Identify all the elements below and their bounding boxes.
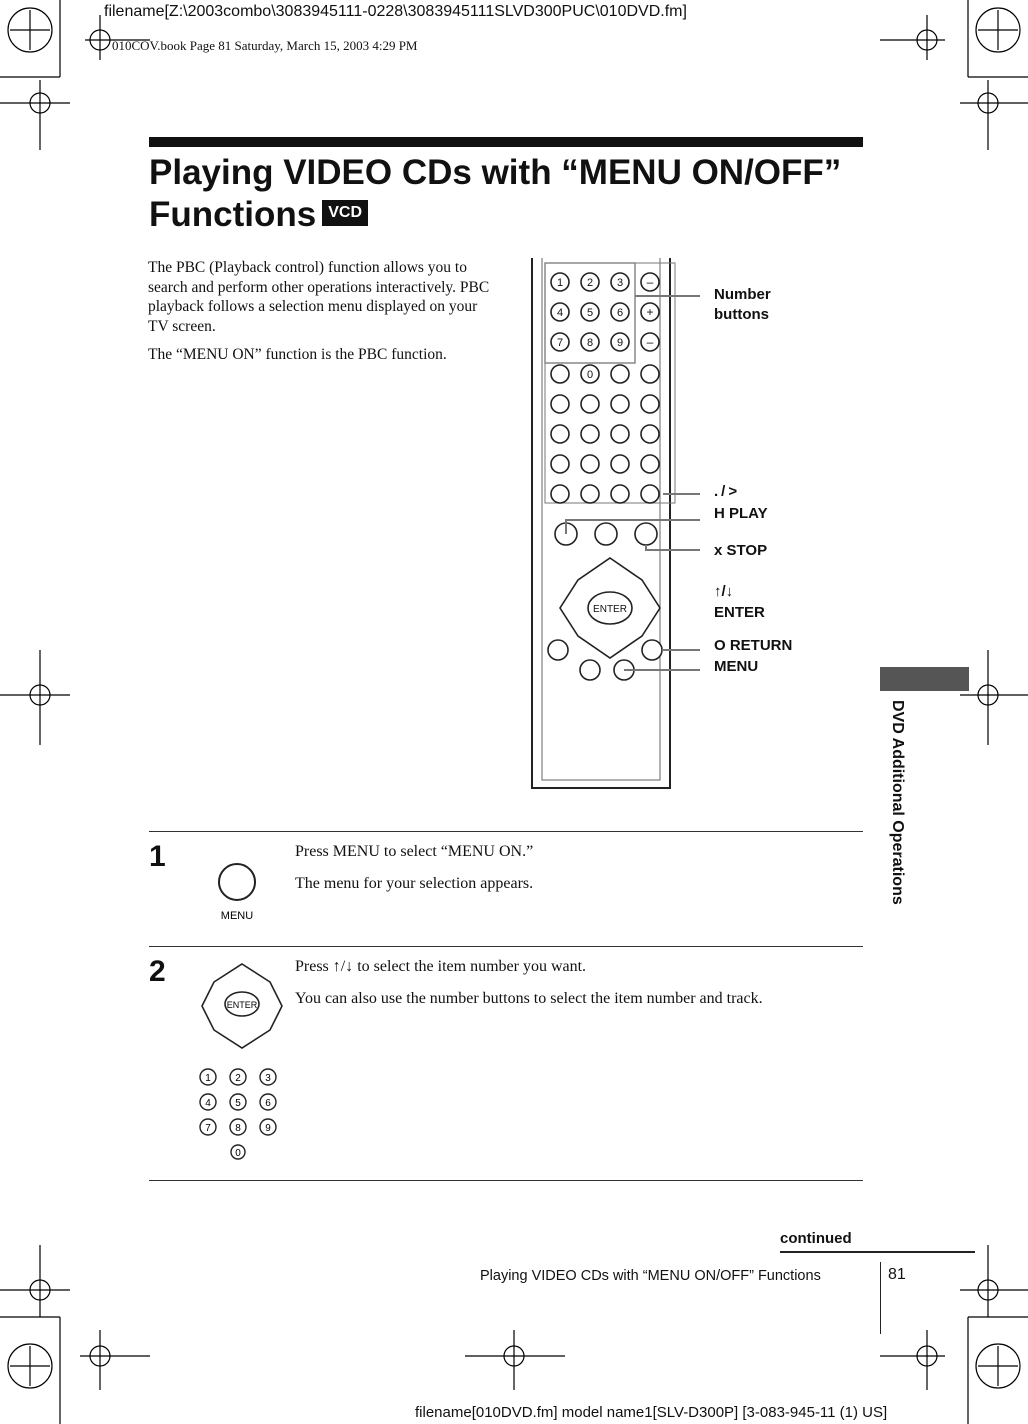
remote-num-1: 1 xyxy=(556,277,564,289)
continued-rule xyxy=(780,1251,975,1253)
page-title-line1: Playing VIDEO CDs with “MENU ON/OFF” xyxy=(149,153,842,192)
footer-title: Playing VIDEO CDs with “MENU ON/OFF” Functions xyxy=(480,1268,821,1284)
crop-mark-left-middle xyxy=(0,650,70,745)
continued-label: continued xyxy=(780,1230,852,1247)
step-2-num-5: 5 xyxy=(235,1098,241,1109)
step-2-num-7: 7 xyxy=(205,1123,211,1134)
step-2-num-8: 8 xyxy=(235,1123,241,1134)
step-2-icon-label: ENTER xyxy=(226,1000,258,1010)
page-title-line2: Functions xyxy=(149,195,317,234)
callout-up-down: ↑/↓ xyxy=(714,583,734,600)
header-book-info: 010COV.book Page 81 Saturday, March 15, 2003 4:29 PM xyxy=(112,38,418,53)
header-filename: filename[Z:\2003combo\3083945111-0228\3083945111SLVD300PUC\010DVD.fm] xyxy=(104,3,687,20)
crop-mark-bottom-left xyxy=(0,1245,150,1424)
remote-num-5: 5 xyxy=(586,307,594,319)
step-1-text-2: The menu for your selection appears. xyxy=(295,875,534,892)
callout-menu: MENU xyxy=(714,658,759,675)
callout-enter: ENTER xyxy=(714,604,765,621)
crop-mark-bottom-center xyxy=(465,1330,565,1390)
callout-number-line2: buttons xyxy=(714,306,769,323)
step-1-text xyxy=(295,842,855,906)
callout-number-buttons xyxy=(714,285,771,325)
page-title xyxy=(149,152,869,236)
title-rule xyxy=(149,137,863,147)
enter-joystick-icon xyxy=(196,960,288,1160)
callout-prev-next: . / > xyxy=(714,483,738,500)
step-2-top-rule xyxy=(149,946,863,947)
menu-button-icon xyxy=(214,860,260,924)
side-tab-label-wrap xyxy=(884,700,912,945)
step-1-text-1: Press MENU to select “MENU ON.” xyxy=(295,843,534,860)
remote-num-9: 9 xyxy=(616,337,624,349)
svg-text:–: – xyxy=(646,335,654,349)
side-tab-marker xyxy=(880,667,969,691)
svg-text:–: – xyxy=(646,275,654,289)
callout-number-line1: Number xyxy=(714,286,771,303)
intro-paragraph-1: The PBC (Playback control) function allows you to search and perform other operations interactively. PBC playback follows a selection menu displayed on your TV screen. xyxy=(148,259,490,335)
vcd-badge: VCD xyxy=(322,200,368,226)
step-1-top-rule xyxy=(149,831,863,832)
step-2-num-0: 0 xyxy=(235,1148,241,1159)
crop-mark-right-middle xyxy=(960,650,1028,745)
step-2-text-1: Press ↑/↓ to select the item number you want. xyxy=(295,958,587,975)
step-2-number: 2 xyxy=(149,955,166,988)
remote-num-0: 0 xyxy=(586,369,594,381)
steps-bottom-rule xyxy=(149,1180,863,1181)
footer-divider xyxy=(880,1262,881,1334)
side-tab-label: DVD Additional Operations xyxy=(889,700,906,905)
crop-mark-top-right xyxy=(880,0,1028,150)
step-2-num-9: 9 xyxy=(265,1123,271,1134)
remote-num-8: 8 xyxy=(586,337,594,349)
step-2-num-2: 2 xyxy=(235,1073,241,1084)
remote-num-2: 2 xyxy=(586,277,594,289)
step-2-num-3: 3 xyxy=(265,1073,271,1084)
svg-text:+: + xyxy=(646,305,654,319)
step-2-num-4: 4 xyxy=(205,1098,211,1109)
step-2-text-2: You can also use the number buttons to select the item number and track. xyxy=(295,990,763,1007)
step-1-icon-label: MENU xyxy=(220,910,254,922)
crop-mark-top-left xyxy=(0,0,150,150)
remote-num-7: 7 xyxy=(556,337,564,349)
step-1-number: 1 xyxy=(149,840,166,873)
page-number: 81 xyxy=(888,1266,906,1283)
remote-enter-label: ENTER xyxy=(593,604,627,615)
step-2-num-1: 1 xyxy=(205,1073,211,1084)
step-2-text xyxy=(295,957,860,1021)
footer-filename: filename[010DVD.fm] model name1[SLV-D300P] [3-083-945-11 (1) US] xyxy=(415,1404,888,1421)
remote-num-3: 3 xyxy=(616,277,624,289)
intro-paragraph-2: The “MENU ON” function is the PBC function. xyxy=(148,346,447,363)
remote-control-illustration xyxy=(520,258,700,798)
remote-num-4: 4 xyxy=(556,307,564,319)
callout-return: O RETURN xyxy=(714,637,793,654)
step-2-num-6: 6 xyxy=(265,1098,271,1109)
callout-play: H PLAY xyxy=(714,505,768,522)
callout-stop: x STOP xyxy=(714,542,768,559)
remote-num-6: 6 xyxy=(616,307,624,319)
intro-text xyxy=(148,258,498,374)
